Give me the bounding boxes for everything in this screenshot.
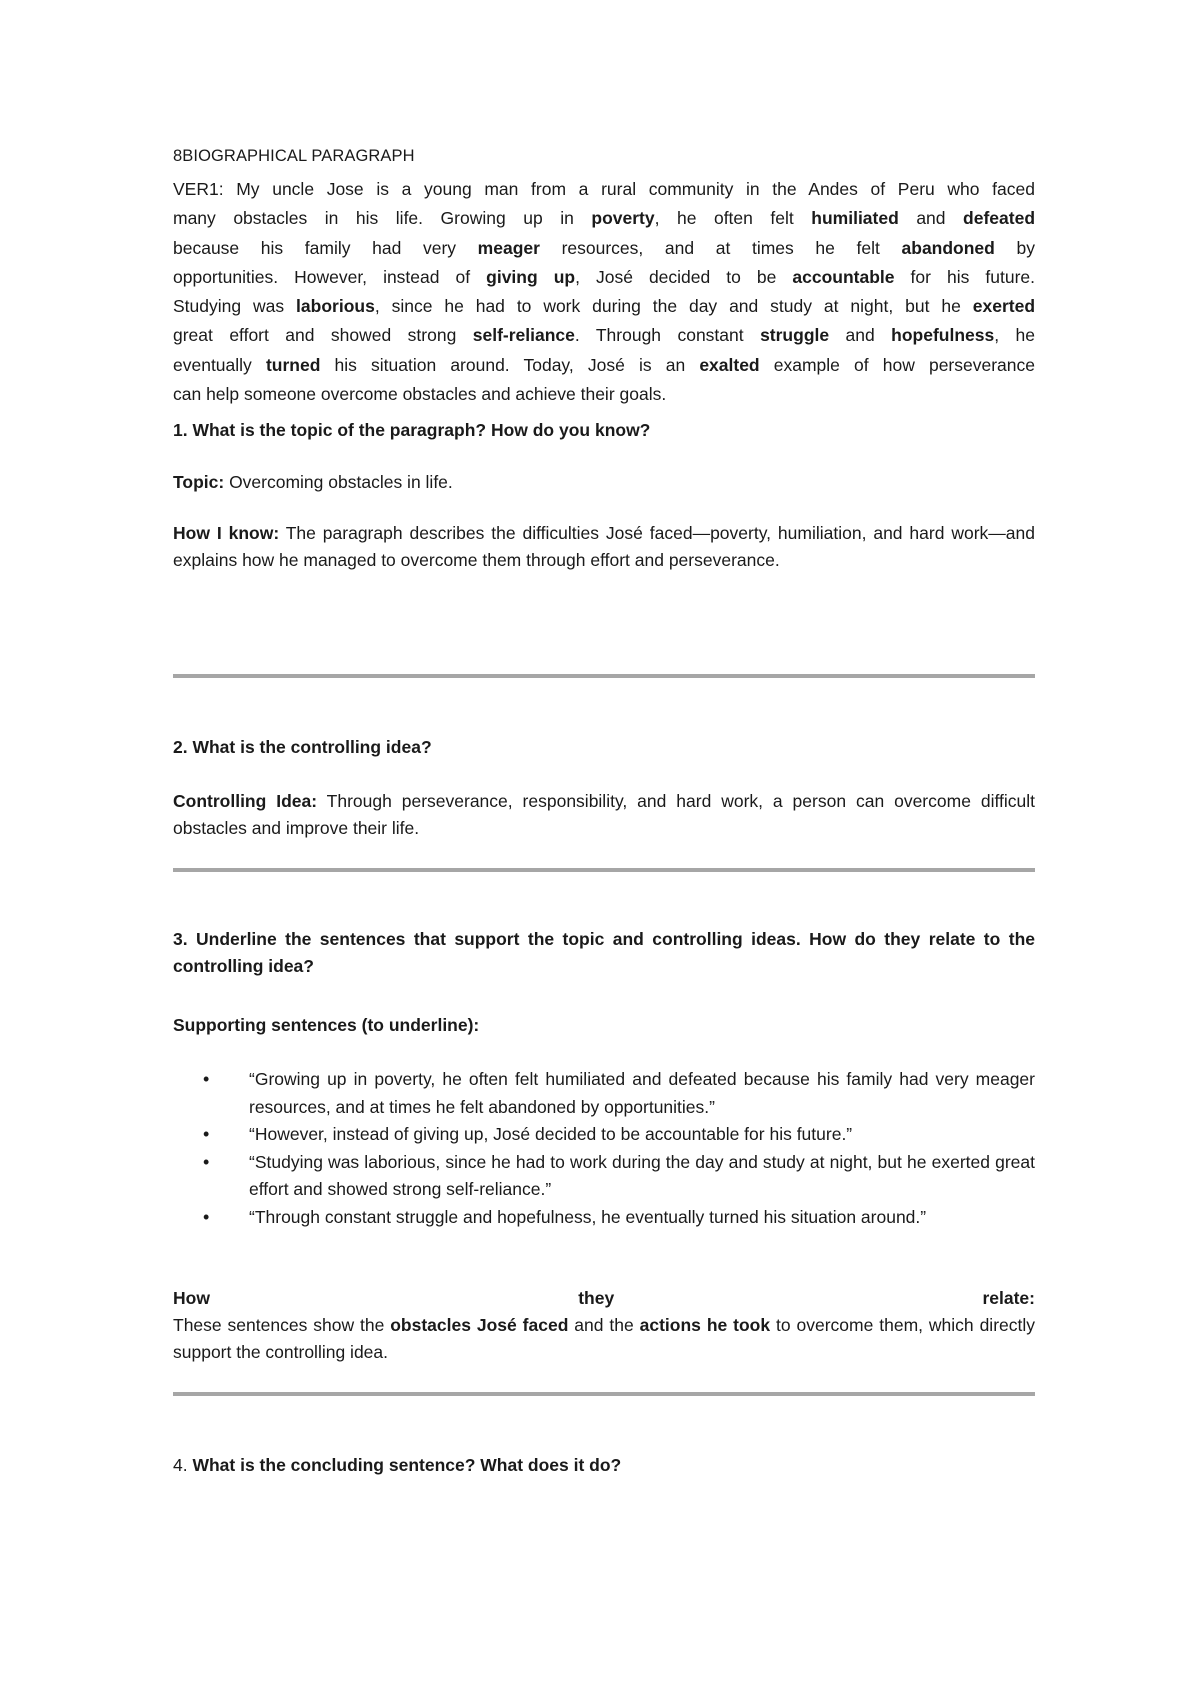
bold-vocabulary-word: hopefulness [891,325,995,346]
bold-vocabulary-word: exerted [972,296,1036,317]
relate-word-relate: relate: [982,1288,1035,1308]
paragraph-line [173,263,1035,292]
bold-vocabulary-word: accountable [792,266,895,287]
paragraph-text: resources, and at times he felt [539,237,902,258]
paragraph-text: eventually [173,354,266,375]
paragraph-text: his situation around. Today, José is an [320,354,700,375]
paragraph-text: , he [994,325,1036,346]
supporting-sentences-list [173,1066,1035,1231]
divider-2 [173,868,1035,872]
paragraph-line [173,292,1035,321]
paragraph-line [173,321,1035,350]
supporting-sentence-text: “Studying was laborious, since he had to work during the day and study at night, but he exerted great effort and showed strong self-reliance.” [249,1151,1035,1199]
paragraph-line [173,234,1035,263]
supporting-sentences-label: Supporting sentences (to underline): [173,1015,480,1035]
paragraph-text: and [829,325,892,346]
bold-vocabulary-word: poverty [591,208,655,229]
divider-3 [173,1392,1035,1396]
bold-vocabulary-word: turned [265,354,321,375]
paragraph-text: can help someone overcome obstacles and achieve their goals. [173,384,667,405]
bold-vocabulary-word: exalted [699,354,760,375]
controlling-idea-text: Through perseverance, responsibility, and hard work, a person can overcome difficult obstacles and improve their life. [173,791,1035,838]
how-i-know-answer [173,520,1035,573]
supporting-sentence [173,1066,1035,1121]
bold-vocabulary-word: meager [477,237,540,258]
relate-word-how: How [173,1288,210,1308]
paragraph-text: . Through constant [574,325,761,346]
relate-text: to overcome them, which directly support the controlling idea. [173,1315,1035,1362]
bullet-icon: • [203,1124,210,1144]
bullet-icon: • [203,1206,210,1227]
how-they-relate-label [173,1284,1035,1312]
supporting-sentence-text: “Growing up in poverty, he often felt humiliated and defeated because his family had very meager resources, and at times he felt abandoned by opportunities.” [249,1069,1035,1117]
paragraph-text: , he often felt [654,208,812,229]
bold-vocabulary-word: giving up [486,266,576,287]
controlling-idea-label: Controlling Idea: [173,791,318,811]
bold-phrase: actions he took [639,1315,771,1335]
how-i-know-label: How I know: [173,523,280,543]
bullet-icon: • [203,1069,210,1089]
paragraph-text: great effort and showed strong [173,325,473,346]
question-2: 2. What is the controlling idea? [173,737,432,757]
question-4-text: What is the concluding sentence? What does it do? [187,1455,622,1475]
topic-text: Overcoming obstacles in life. [224,472,453,492]
paragraph-text: opportunities. However, instead of [173,266,487,287]
bold-vocabulary-word: laborious [296,296,375,317]
paragraph-text: , José decided to be [575,266,793,287]
bold-vocabulary-word: defeated [963,208,1036,229]
bold-vocabulary-word: abandoned [901,237,995,258]
topic-label: Topic: [173,472,225,492]
question-4 [173,1451,1035,1480]
bold-vocabulary-word: humiliated [811,208,899,229]
controlling-idea-answer [173,788,1035,842]
divider-1 [173,674,1035,678]
supporting-sentence [173,1204,1035,1232]
paragraph-line [173,204,1035,233]
relate-word-they: they [578,1288,615,1308]
paragraph-text: and [898,208,964,229]
question-1: 1. What is the topic of the paragraph? How do you know? [173,420,651,440]
topic-answer [173,468,1035,497]
paragraph-text: because his family had very [173,237,478,258]
how-i-know-text: The paragraph describes the difficulties José faced—poverty, humiliation, and hard work—and explains how he managed to overcome them through effort and perseverance. [173,523,1036,570]
paragraph-text: by [994,237,1035,258]
relate-text: These sentences show the [173,1315,391,1335]
biographical-paragraph [173,175,1035,409]
bullet-icon: • [203,1151,210,1172]
paragraph-text: for his future. [894,266,1035,287]
paragraph-line [173,175,1035,204]
paragraph-text: Studying was [173,296,297,317]
supporting-sentence [173,1121,1035,1149]
document-title: 8BIOGRAPHICAL PARAGRAPH [173,147,415,165]
supporting-sentence-text: “Through constant struggle and hopefulness, he eventually turned his situation around.” [249,1206,927,1227]
paragraph-line [173,380,1035,409]
paragraph-text: many obstacles in his life. Growing up in [173,208,592,229]
relate-text: and the [568,1315,640,1335]
paragraph-text: , since he had to work during the day and study at night, but he [374,296,973,317]
paragraph-line [173,351,1035,380]
question-3: 3. Underline the sentences that support the topic and controlling ideas. How do they relate to the controlling idea? [173,929,1035,976]
supporting-sentence-text: “However, instead of giving up, José decided to be accountable for his future.” [249,1124,853,1144]
paragraph-text: example of how perseverance [759,354,1035,375]
question-4-number: 4. [173,1455,188,1475]
bold-vocabulary-word: struggle [760,325,830,346]
bold-phrase: obstacles José faced [390,1315,569,1335]
bold-vocabulary-word: self-reliance [472,325,575,346]
paragraph-text: VER1: My uncle Jose is a young man from a rural community in the Andes of Peru who faced [173,179,1035,199]
supporting-sentence [173,1149,1035,1204]
how-they-relate-text [173,1312,1035,1366]
